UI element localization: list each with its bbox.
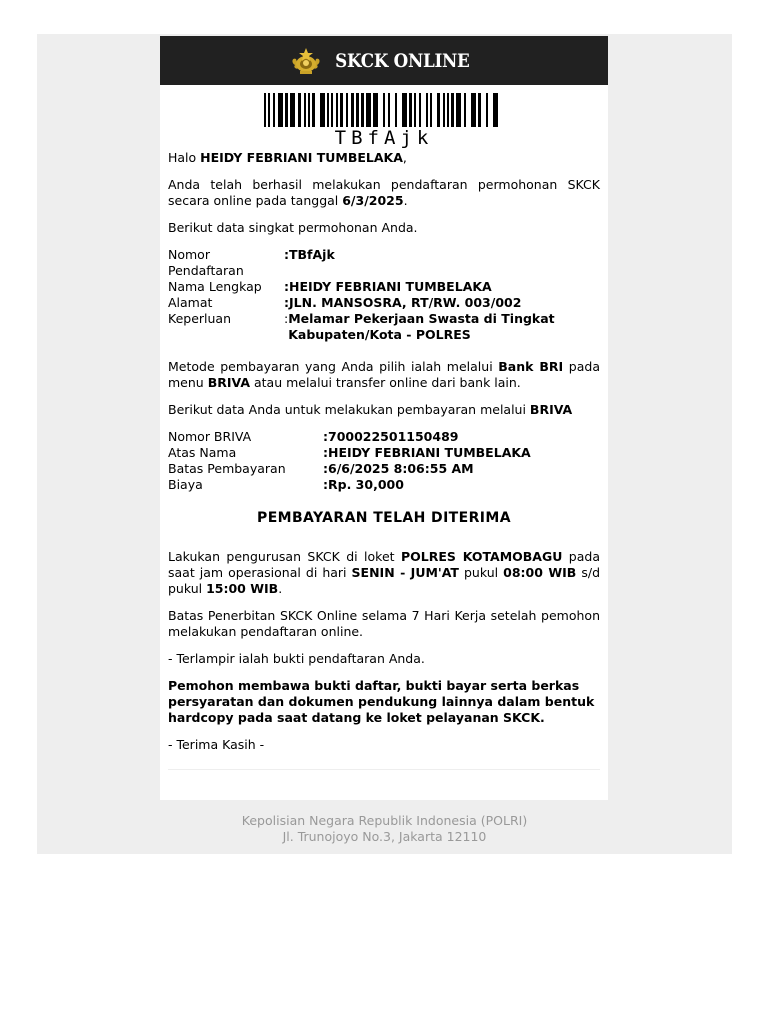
barcode-bar — [443, 93, 445, 127]
barcode-bar — [331, 93, 333, 127]
barcode-bar — [351, 93, 354, 127]
barcode-bar — [471, 93, 476, 127]
barcode-bar — [346, 93, 348, 127]
registration-date: 6/3/2025 — [342, 193, 404, 208]
barcode-bar — [456, 93, 461, 127]
recipient-name: HEIDY FEBRIANI TUMBELAKA — [200, 150, 403, 165]
footer-address: Jl. Trunojoyo No.3, Jakarta 12110 — [282, 829, 487, 844]
table-row — [168, 279, 600, 295]
barcode-bar — [402, 93, 407, 127]
registration-number-label: Nomor Pendaftaran — [168, 247, 244, 278]
brand-logo — [290, 47, 479, 75]
email-card — [160, 36, 608, 800]
barcode-bar — [361, 93, 364, 127]
barcode-bar — [373, 93, 378, 127]
barcode-bar — [437, 93, 440, 127]
fee-label: Biaya — [168, 477, 203, 492]
briva-number-label: Nomor BRIVA — [168, 429, 252, 444]
full-name-label: Nama Lengkap — [168, 279, 262, 294]
briva-table — [168, 429, 531, 493]
account-name-label: Atas Nama — [168, 445, 237, 460]
barcode-bar — [426, 93, 428, 127]
briva-number-value: :700022501150489 — [323, 429, 459, 444]
table-row — [168, 461, 531, 477]
footer-organization: Kepolisian Negara Republik Indonesia (POLRI) — [241, 813, 528, 828]
address-label: Alamat — [168, 295, 213, 310]
payment-deadline-value: :6/6/2025 8:06:55 AM — [323, 461, 474, 476]
address-value: :JLN. MANSOSRA, RT/RW. 003/002 — [284, 295, 522, 310]
greeting: Halo HEIDY FEBRIANI TUMBELAKA, — [168, 150, 407, 165]
barcode-bar — [340, 93, 343, 127]
attachment-note: - Terlampir ialah bukti pendaftaran Anda. — [168, 651, 425, 666]
bring-documents-note: Pemohon membawa bukti daftar, bukti bayar serta berkas persyaratan dan dokumen pendukung lainnya dalam bentuk hardcopy pada saat datang ke loket pelayanan SKCK. — [168, 678, 595, 725]
barcode-bar — [419, 93, 421, 127]
payment-method-paragraph: Metode pembayaran yang Anda pilih ialah melalui Bank BRI pada menu BRIVA atau melalui transfer online dari bank lain. — [168, 359, 600, 390]
barcode-bar — [366, 93, 371, 127]
brand-title: SKCK ONLINE — [334, 49, 470, 72]
barcode-bar — [414, 93, 416, 127]
full-name-value: :HEIDY FEBRIANI TUMBELAKA — [284, 279, 492, 294]
barcode-bar — [383, 93, 385, 127]
barcode-bar — [273, 93, 275, 127]
instructions-paragraph: Lakukan pengurusan SKCK di loket POLRES KOTAMOBAGU pada saat jam operasional di hari SENIN - JUM'AT pukul 08:00 WIB s/d pukul 15:00 WIB. — [168, 549, 600, 596]
email-body — [160, 150, 608, 770]
table-row — [168, 311, 600, 343]
barcode-bar — [290, 93, 295, 127]
registration-number-value: :TBfAjk — [284, 247, 335, 262]
barcode-bar — [464, 93, 466, 127]
payment-status-title: PEMBAYARAN TELAH DITERIMA — [257, 510, 511, 526]
account-name-value: :HEIDY FEBRIANI TUMBELAKA — [323, 445, 531, 460]
barcode-bar — [336, 93, 338, 127]
barcode-bar — [285, 93, 288, 127]
barcode-bar — [430, 93, 432, 127]
barcode-bar — [278, 93, 283, 127]
barcode-bar — [327, 93, 329, 127]
table-row — [168, 477, 531, 493]
closing-text: - Terima Kasih - — [168, 737, 265, 752]
barcode-bar — [478, 93, 481, 127]
barcode-bar — [298, 93, 301, 127]
barcode-code: TBfAjk — [334, 127, 434, 149]
table-row — [168, 295, 600, 311]
table-row — [168, 247, 600, 279]
table-row — [168, 429, 531, 445]
barcode-bar — [312, 93, 315, 127]
barcode-bar — [447, 93, 449, 127]
intro-paragraph: Anda telah berhasil melakukan pendaftaran permohonan SKCK secara online pada tanggal 6/3/2025. — [168, 177, 600, 208]
deadline-note: Batas Penerbitan SKCK Online selama 7 Hari Kerja setelah pemohon melakukan pendaftaran online. — [168, 608, 600, 639]
barcode — [264, 93, 504, 127]
fee-value: :Rp. 30,000 — [323, 477, 404, 492]
barcode-bar — [388, 93, 390, 127]
purpose-label: Keperluan — [168, 311, 232, 326]
summary-intro: Berikut data singkat permohonan Anda. — [168, 220, 418, 235]
footer — [37, 813, 732, 845]
barcode-bar — [356, 93, 359, 127]
barcode-bar — [304, 93, 306, 127]
barcode-bar — [268, 93, 270, 127]
barcode-bar — [320, 93, 325, 127]
purpose-value: : Melamar Pekerjaan Swasta di Tingkat Kabupaten/Kota - POLRES — [284, 311, 555, 342]
divider — [168, 769, 600, 770]
barcode-bar — [308, 93, 310, 127]
payment-deadline-label: Batas Pembayaran — [168, 461, 286, 476]
barcode-bar — [409, 93, 412, 127]
barcode-bar — [493, 93, 498, 127]
barcode-block — [160, 85, 608, 148]
barcode-bar — [395, 93, 397, 127]
header-bar — [160, 36, 608, 85]
table-row — [168, 445, 531, 461]
registration-table — [168, 247, 600, 343]
barcode-bar — [486, 93, 488, 127]
barcode-bar — [264, 93, 266, 127]
barcode-bar — [451, 93, 454, 127]
police-emblem-icon — [290, 47, 322, 75]
briva-intro: Berikut data Anda untuk melakukan pembayaran melalui BRIVA — [168, 402, 573, 417]
email-background — [37, 34, 732, 854]
